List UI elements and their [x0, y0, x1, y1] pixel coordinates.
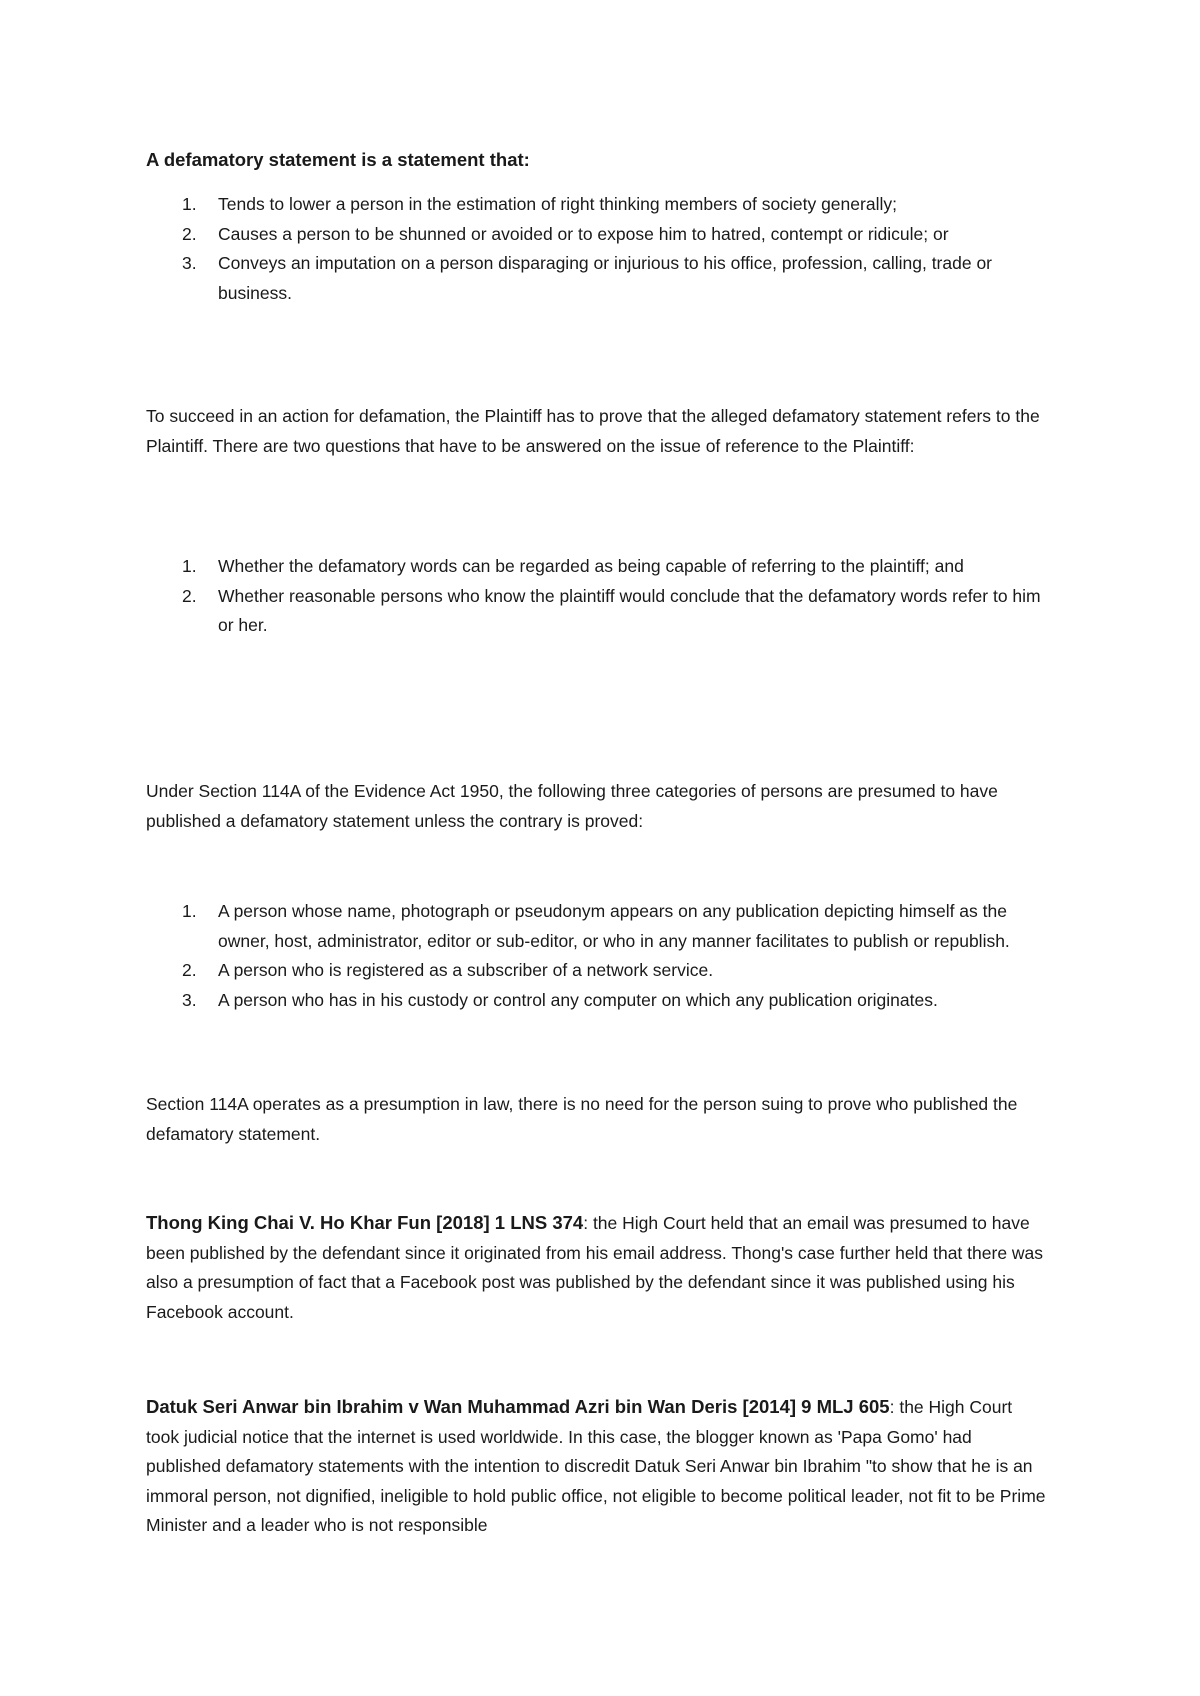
list-text: Whether the defamatory words can be regarded as being capable of referring to the plaintiff; and — [218, 556, 964, 576]
list-text: A person who has in his custody or control any computer on which any publication originates. — [218, 989, 938, 1010]
case-summary: : the High Court took judicial notice that the internet is used worldwide. In this case, the blogger known as 'Papa Gomo' had published defamatory statements with the intention to discredit Datuk Seri Anwar bin Ibrahim "to show that he is an immoral person, not dignified, ineligible to hold public office, not eligible to become political leader, not fit to be Prime Minister and a leader who is not responsible — [146, 1397, 1046, 1535]
list-number: 3. — [182, 253, 197, 273]
list-item — [146, 956, 1046, 986]
case-anwar — [146, 1392, 1046, 1541]
reference-intro: To succeed in an action for defamation, the Plaintiff has to prove that the alleged defamatory statement refers to the Plaintiff. There are two questions that have to be answered on the issue of reference to the Plaintiff: — [146, 406, 1040, 456]
case-citation: Thong King Chai V. Ho Khar Fun [2018] 1 LNS 374 — [146, 1212, 584, 1233]
page-heading: A defamatory statement is a statement that: — [146, 149, 530, 170]
list-text: Tends to lower a person in the estimation of right thinking members of society generally; — [218, 194, 897, 214]
list-item — [146, 582, 1046, 641]
list-item — [146, 897, 1046, 956]
list-number: 1. — [182, 556, 197, 576]
list-number: 1. — [182, 194, 197, 214]
list-item — [146, 986, 1046, 1016]
reference-list — [146, 552, 1046, 641]
list-number: 3. — [182, 989, 197, 1010]
list-text: A person whose name, photograph or pseudonym appears on any publication depicting himself as the owner, host, administrator, editor or sub-editor, or who in any manner facilitates to publish or republish. — [218, 901, 1010, 951]
list-item — [146, 249, 1046, 308]
list-number: 2. — [182, 960, 197, 980]
case-thong — [146, 1208, 1046, 1327]
case-citation: Datuk Seri Anwar bin Ibrahim v Wan Muhammad Azri bin Wan Deris [2014] 9 MLJ 605 — [146, 1396, 890, 1417]
list-text: Causes a person to be shunned or avoided or to expose him to hatred, contempt or ridicule; or — [218, 223, 949, 244]
list-item — [146, 190, 1046, 220]
section-list — [146, 897, 1046, 1015]
definition-list — [146, 190, 1046, 308]
list-text: A person who is registered as a subscriber of a network service. — [218, 960, 714, 980]
section-intro: Under Section 114A of the Evidence Act 1950, the following three categories of persons are presumed to have published a defamatory statement unless the contrary is proved: — [146, 781, 998, 831]
list-number: 2. — [182, 585, 197, 606]
case-summary: : the High Court held that an email was presumed to have been published by the defendant since it originated from his email address. Thong's case further held that there was also a presumption of fact that a Facebook post was published by the defendant since it was published using his Facebook account. — [146, 1213, 1044, 1322]
list-item — [146, 220, 1046, 250]
list-text: Conveys an imputation on a person disparaging or injurious to his office, profession, calling, trade or business. — [218, 253, 993, 303]
list-number: 2. — [182, 223, 197, 244]
list-number: 1. — [182, 901, 197, 921]
section-note: Section 114A operates as a presumption in law, there is no need for the person suing to prove who published the defamatory statement. — [146, 1094, 1018, 1144]
list-item — [146, 552, 1046, 582]
list-text: Whether reasonable persons who know the plaintiff would conclude that the defamatory words refer to him or her. — [218, 585, 1041, 635]
